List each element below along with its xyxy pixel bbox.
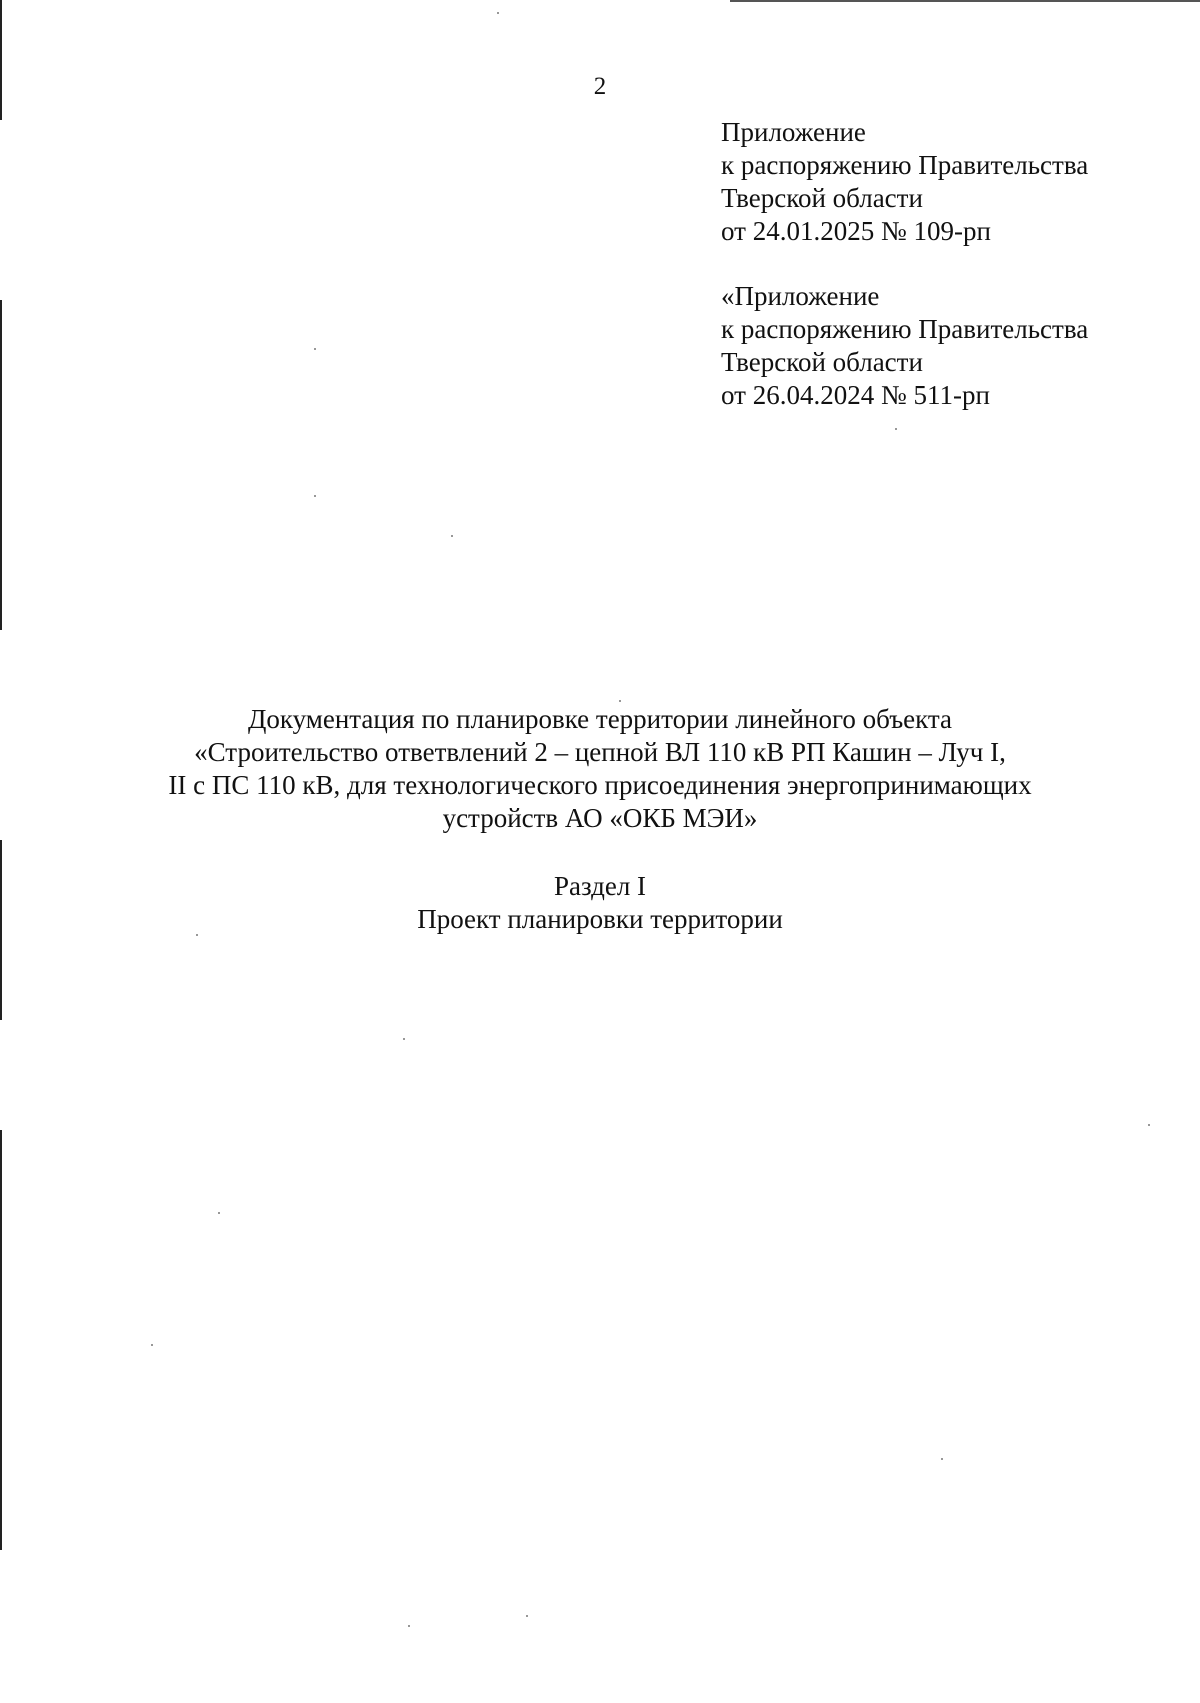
section-label: Раздел I: [553, 871, 647, 901]
scan-edge-artifact: [730, 0, 1200, 2]
appendix-line: Тверской области: [721, 183, 923, 213]
appendix-reference-previous: [721, 280, 1088, 412]
section-heading: [0, 870, 1200, 936]
title-line: «Строительство ответвлений 2 – цепной ВЛ 110 кВ РП Кашин – Луч I,: [194, 737, 1006, 767]
scan-speck: [314, 348, 316, 350]
title-line: Документация по планировке территории линейного объекта: [247, 704, 953, 734]
scan-speck: [451, 535, 453, 537]
scan-edge-artifact: [0, 300, 2, 630]
scan-speck: [218, 1212, 220, 1214]
appendix-line: к распоряжению Правительства: [721, 150, 1089, 180]
scan-edge-artifact: [0, 1130, 2, 1550]
scan-speck: [403, 1038, 405, 1040]
appendix-line: к распоряжению Правительства: [721, 314, 1089, 344]
title-line: устройств АО «ОКБ МЭИ»: [442, 803, 758, 833]
scan-speck: [314, 495, 316, 497]
scan-edge-artifact: [0, 0, 2, 120]
appendix-date-number: от 24.01.2025 № 109-рп: [721, 216, 991, 246]
appendix-line: Тверской области: [721, 347, 923, 377]
section-name: Проект планировки территории: [417, 904, 783, 934]
scan-speck: [526, 1615, 528, 1617]
page-number: 2: [593, 73, 607, 100]
scan-speck: [151, 1344, 153, 1346]
document-title: [0, 703, 1200, 835]
scan-speck: [619, 700, 621, 702]
title-line: II с ПС 110 кВ, для технологического присоединения энергопринимающих: [168, 770, 1032, 800]
scan-speck: [408, 1625, 410, 1627]
scan-speck: [941, 1458, 943, 1460]
scan-speck: [895, 428, 897, 430]
appendix-line: Приложение: [721, 117, 866, 147]
appendix-line: «Приложение: [721, 281, 880, 311]
scan-speck: [497, 12, 499, 14]
scan-speck: [1148, 1124, 1150, 1126]
appendix-reference-current: [721, 116, 1088, 248]
appendix-date-number: от 26.04.2024 № 511-рп: [721, 380, 990, 410]
